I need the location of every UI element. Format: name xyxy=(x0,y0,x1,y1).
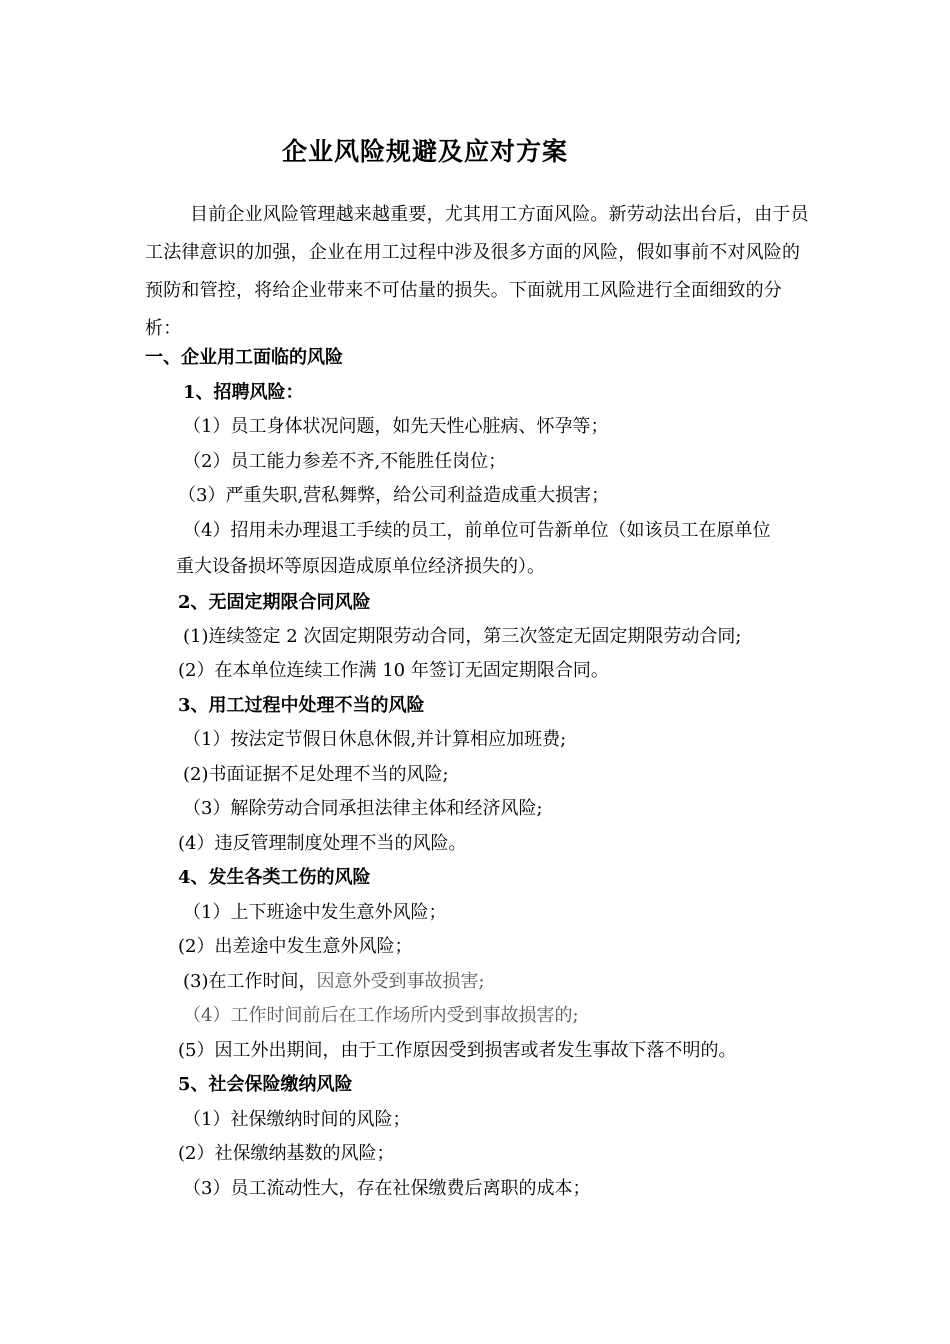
section-heading: 一、企业用工面临的风险 xyxy=(145,347,343,368)
list-item: （4）工作时间前后在工作场所内受到事故损害的; xyxy=(183,1005,579,1026)
document-title: 企业风险规避及应对方案 xyxy=(281,137,568,166)
subsection-heading-handling: 3、用工过程中处理不当的风险 xyxy=(178,695,425,716)
intro-paragraph: 目前企业风险管理越来越重要，尤其用工方面风险。新劳动法出台后，由于员工法律意识的加强，企业在用工过程中涉及很多方面的风险，假如事前不对风险的预防和管控，将给企业带来不可估量的损失。下面就用工风险进行全面细致的分析： xyxy=(145,204,809,339)
list-item: （3）员工流动性大，存在社保缴费后离职的成本； xyxy=(183,1178,591,1199)
subsection-heading-injury: 4、发生各类工伤的风险 xyxy=(178,867,371,888)
list-item: (4）违反管理制度处理不当的风险。 xyxy=(178,833,467,854)
list-item-text: (3)在工作时间， xyxy=(183,971,317,992)
subsection-heading-contract: 2、无固定期限合同风险 xyxy=(178,592,371,613)
list-item: (2）社保缴纳基数的风险； xyxy=(178,1143,395,1164)
list-item: (2）出差途中发生意外风险； xyxy=(178,936,413,957)
subsection-heading-recruitment: 1、招聘风险： xyxy=(183,382,304,403)
list-item: （1）员工身体状况问题，如先天性心脏病、怀孕等； xyxy=(183,416,609,437)
list-item xyxy=(183,970,485,994)
list-item: (1)连续签定 2 次固定期限劳动合同，第三次签定无固定期限劳动合同; xyxy=(183,626,742,647)
list-item: （1）按法定节假日休息休假,并计算相应加班费; xyxy=(183,729,567,750)
list-item-continuation: 重大设备损坏等原因造成原单位经济损失的）。 xyxy=(176,556,545,577)
list-item: (2）在本单位连续工作满 10 年签订无固定期限合同。 xyxy=(178,660,609,681)
list-item-text-gray: 因意外受到事故损害; xyxy=(316,971,485,992)
list-item: （1）上下班途中发生意外风险； xyxy=(183,902,447,923)
list-item: (5）因工外出期间，由于工作原因受到损害或者发生事故下落不明的。 xyxy=(178,1040,737,1061)
list-item: （2）员工能力参差不齐,不能胜任岗位； xyxy=(183,451,507,472)
list-item: （3）解除劳动合同承担法律主体和经济风险; xyxy=(183,798,543,819)
subsection-heading-insurance: 5、社会保险缴纳风险 xyxy=(178,1074,353,1095)
list-item: （3）严重失职,营私舞弊，给公司利益造成重大损害； xyxy=(178,485,610,506)
list-item: （1）社保缴纳时间的风险； xyxy=(183,1109,411,1130)
list-item: (2)书面证据不足处理不当的风险; xyxy=(183,764,449,785)
list-item: （4）招用未办理退工手续的员工，前单位可告新单位（如该员工在原单位 xyxy=(183,520,771,541)
